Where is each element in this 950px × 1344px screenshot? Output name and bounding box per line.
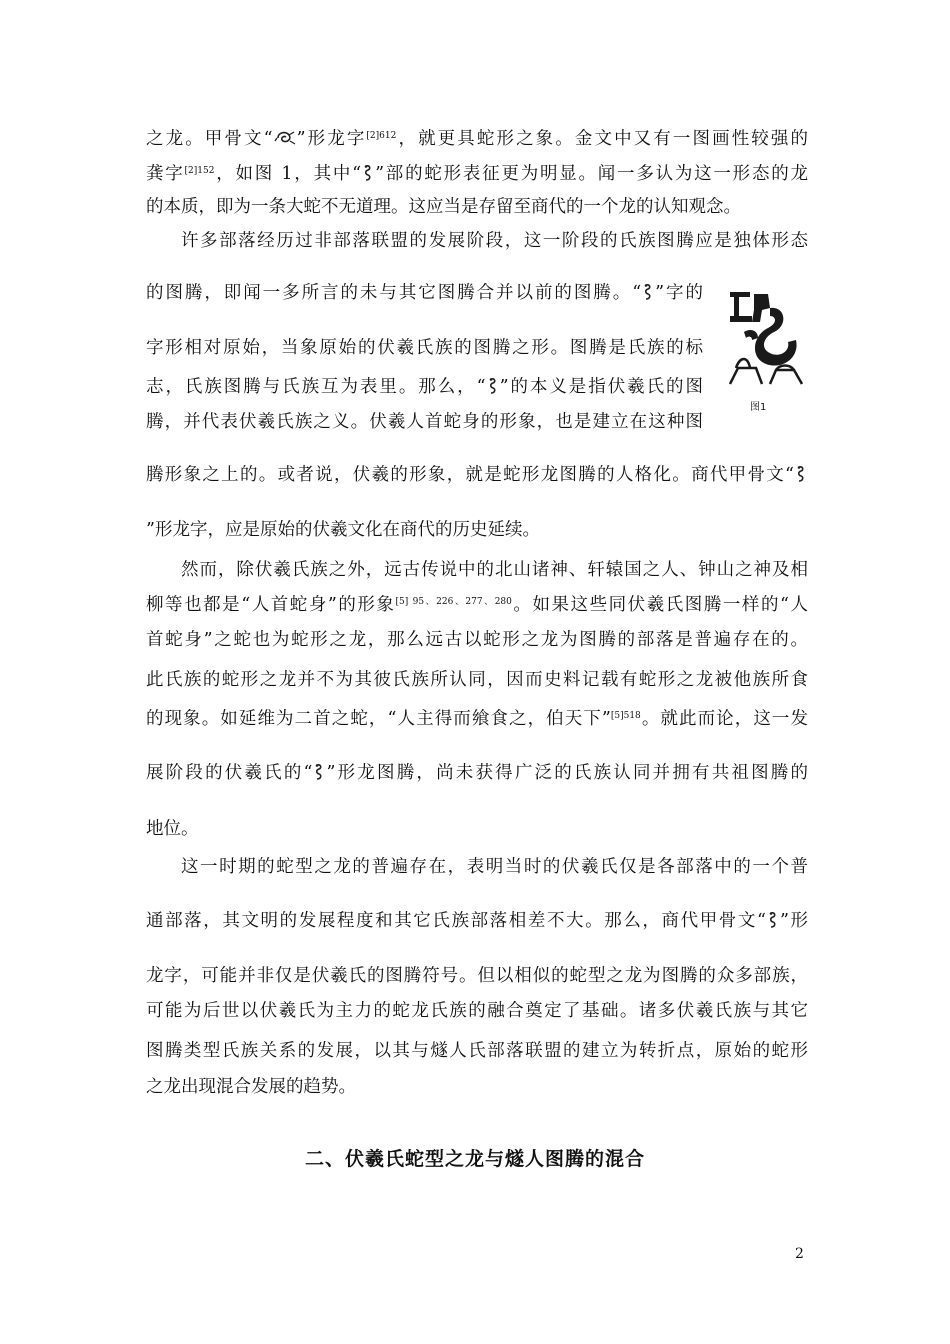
text-line: 腾形象之上的。或者说，伏羲的形象，就是蛇形龙图腾的人格化。商代甲骨文“ xyxy=(146,464,808,486)
text-line: 之龙出现混合发展的趋势。 xyxy=(146,1077,356,1097)
citation: [2]152 xyxy=(184,166,215,176)
snake-glyph-icon xyxy=(313,763,325,781)
text-line: 腾，并代表伏羲氏族之义。伏羲人首蛇身的形象，也是建立在这种图 xyxy=(146,412,703,432)
text-line: 字形相对原始，当象原始的伏羲氏族的图腾之形。图腾是氏族的标 xyxy=(146,338,703,358)
snake-glyph-icon xyxy=(487,377,499,395)
coiled-dragon-glyph-icon xyxy=(274,129,296,147)
text-line: 图腾类型氏族关系的发展，以其与燧人氏部落联盟的建立为转折点，原始的蛇形 xyxy=(146,1041,808,1061)
text-line: 许多部落经历过非部落联盟的发展阶段，这一阶段的氏族图腾应是独体形态 xyxy=(181,231,808,251)
snake-glyph-icon xyxy=(767,911,779,929)
citation: [2]612 xyxy=(366,131,397,141)
text-line: 的图腾，即闻一多所言的未与其它图腾合并以前的图腾。“ ”字的 xyxy=(146,283,703,303)
text-line: 的现象。如延维为二首之蛇，“人主得而飨食之，伯天下”$^{[5]518}$。就此而论，这一发 xyxy=(146,709,808,729)
section-heading: 二、伏羲氏蛇型之龙与燧人图腾的混合 xyxy=(304,1148,645,1170)
snake-glyph-icon xyxy=(642,283,654,301)
text-line: 首蛇身”之蛇也为蛇形之龙，那么远古以蛇形之龙为图腾的部落是普遍存在的。 xyxy=(146,630,808,650)
snake-glyph-icon xyxy=(362,164,374,182)
text-line: 地位。 xyxy=(146,819,199,839)
figure-caption: 图1 xyxy=(750,402,767,413)
citation: [5] 95、226、277、280 xyxy=(395,597,512,607)
page-number: 2 xyxy=(795,1246,804,1262)
text-line: 龙字，可能并非仅是伏羲氏的图腾符号。但以相似的蛇型之龙为图腾的众多部族， xyxy=(146,966,808,986)
text-line: 通部落，其文明的发展程度和其它氏族部落相差不大。那么，商代甲骨文“ ”形 xyxy=(146,911,808,931)
text-line: 展阶段的伏羲氏的“ ”形龙图腾，尚未获得广泛的氏族认同并拥有共祖图腾的 xyxy=(146,763,808,783)
snake-glyph-icon xyxy=(795,465,807,483)
text-line: 柳等也都是“人首蛇身”的形象$^{[5] 95、226、277、280}$。如果这些同伏羲氏图腾一样的“人 xyxy=(146,595,808,615)
text-line: 可能为后世以伏羲氏为主力的蛇龙氏族的融合奠定了基础。诸多伏羲氏族与其它 xyxy=(146,1001,808,1021)
text-line: 然而，除伏羲氏族之外，远古传说中的北山诸神、轩辕国之人、钟山之神及相 xyxy=(181,560,808,580)
text-line: ”形龙字，应是原始的伏羲文化在商代的历史延续。 xyxy=(146,520,540,540)
text-line: 这一时期的蛇型之龙的普遍存在，表明当时的伏羲氏仅是各部落中的一个普 xyxy=(181,857,808,877)
text-line: 龚字$^{[2]152}$，如图 1，其中“ ”部的蛇形表征更为明显。闻一多认为这一形态的龙 xyxy=(146,164,808,184)
figure-1-dragon-glyph xyxy=(726,288,806,388)
text-line: 的本质，即为一条大蛇不无道理。这应当是存留至商代的一个龙的认知观念。 xyxy=(146,197,741,217)
citation: [5]518 xyxy=(610,711,641,721)
text-line: 此氏族的蛇形之龙并不为其彼氏族所认同，因而史料记载有蛇形之龙被他族所食 xyxy=(146,670,808,690)
text-line: 志，氏族图腾与氏族互为表里。那么，“ ”的本义是指伏羲氏的图 xyxy=(146,377,703,397)
text-line: 之龙。甲骨文“ ”形龙字$^{[2]612}$，就更具蛇形之象。金文中又有一图画性较强的 xyxy=(146,129,808,149)
